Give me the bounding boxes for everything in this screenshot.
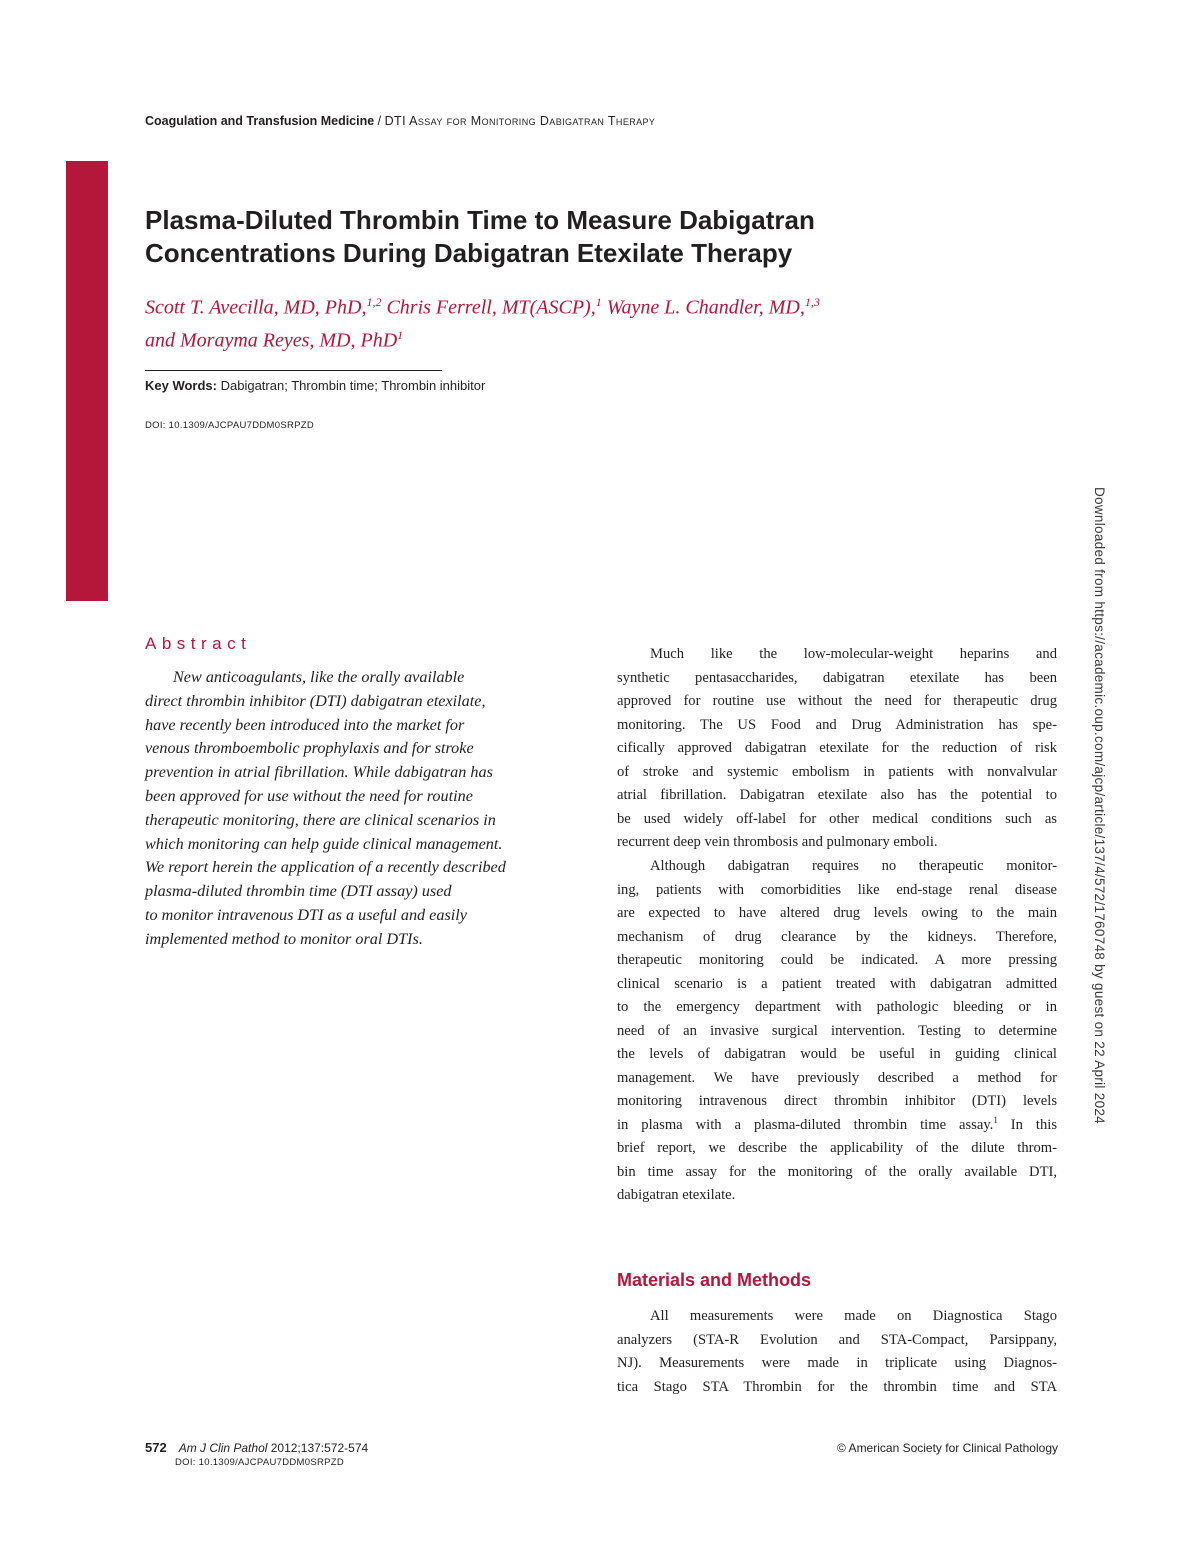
keywords-label: Key Words: bbox=[145, 378, 217, 393]
abstract-line: direct thrombin inhibitor (DTI) dabigatran etexilate, bbox=[145, 691, 486, 710]
section-color-bar bbox=[66, 161, 108, 601]
body-line: atrial fibrillation. Dabigatran etexilate also has the potential to bbox=[617, 787, 1057, 803]
footer-doi: DOI: 10.1309/AJCPAU7DDM0SRPZD bbox=[175, 1457, 345, 1468]
abstract-line: implemented method to monitor oral DTIs. bbox=[145, 929, 423, 948]
body-line: monitoring intravenous direct thrombin inhibitor (DTI) levels bbox=[617, 1093, 1057, 1109]
running-head bbox=[145, 114, 655, 128]
journal-name: Am J Clin Pathol bbox=[178, 1441, 268, 1455]
body-line: Although dabigatran requires no therapeutic monitor- bbox=[650, 858, 1057, 874]
body-line: management. We have previously described a method for bbox=[617, 1069, 1057, 1086]
body-line: are expected to have altered drug levels owing to the main bbox=[617, 905, 1057, 921]
abstract-line: to monitor intravenous DTI as a useful and easily bbox=[145, 905, 467, 924]
body-line: the levels of dabigatran would be useful in guiding clinical bbox=[617, 1046, 1057, 1062]
author-line bbox=[145, 322, 1045, 355]
body-line: recurrent deep vein thrombosis and pulmonary emboli. bbox=[617, 834, 938, 850]
body-line: monitoring. The US Food and Drug Administration has spe- bbox=[617, 716, 1057, 733]
author-affiliation: 1,2 bbox=[366, 295, 382, 309]
body-line: mechanism of drug clearance by the kidneys. Therefore, bbox=[617, 928, 1057, 945]
body-line: approved for routine use without the need for therapeutic drug bbox=[617, 693, 1057, 709]
body-line: NJ). Measurements were made in triplicate using Diagnos- bbox=[617, 1355, 1057, 1371]
divider bbox=[145, 370, 442, 371]
abstract-line: been approved for use without the need for routine bbox=[145, 786, 473, 805]
author-line bbox=[145, 289, 1045, 322]
body-line: need of an invasive surgical intervention. Testing to determine bbox=[617, 1022, 1057, 1039]
abstract-line: venous thromboembolic prophylaxis and for stroke bbox=[145, 739, 474, 758]
article-title bbox=[145, 204, 1045, 270]
author-ferrell: Chris Ferrell, MT(ASCP), bbox=[381, 296, 596, 319]
body-line: analyzers (STA-R Evolution and STA-Compact, Parsippany, bbox=[617, 1331, 1057, 1348]
body-line: clinical scenario is a patient treated with dabigatran admitted bbox=[617, 975, 1057, 992]
body-line: dabigatran etexilate. bbox=[617, 1187, 736, 1203]
body-line: of stroke and systemic embolism in patients with nonvalvular bbox=[617, 763, 1057, 780]
body-paragraph-1 bbox=[617, 643, 1057, 855]
body-paragraph-2 bbox=[617, 855, 1057, 1208]
abstract-line: New anticoagulants, like the orally available bbox=[173, 668, 465, 686]
copyright: © American Society for Clinical Pathology bbox=[837, 1441, 1058, 1455]
section-heading-methods: Materials and Methods bbox=[617, 1270, 812, 1290]
body-paragraph-3 bbox=[617, 1305, 1057, 1399]
running-head-title: DTI Assay for Monitoring Dabigatran Therapy bbox=[384, 114, 656, 128]
abstract-line: prevention in atrial fibrillation. While dabigatran has bbox=[145, 763, 493, 782]
author-list bbox=[145, 289, 1045, 354]
body-line: tica Stago STA Thrombin for the thrombin time and STA bbox=[617, 1378, 1057, 1395]
author-avecilla: Scott T. Avecilla, MD, PhD, bbox=[145, 296, 367, 319]
body-line: to the emergency department with pathologic bleeding or in bbox=[617, 999, 1057, 1015]
abstract-heading: Abstract bbox=[145, 634, 252, 653]
download-note: Downloaded from https://academic.oup.com/ajcp/article/137/4/572/1760748 by guest on 22 April 2024 bbox=[1092, 487, 1107, 1124]
page-number: 572 bbox=[145, 1440, 167, 1455]
footer-citation bbox=[145, 1440, 368, 1456]
body-line: cifically approved dabigatran etexilate for the reduction of risk bbox=[617, 740, 1057, 756]
reference-citation[interactable]: 1 bbox=[993, 1114, 998, 1125]
body-text: In this bbox=[997, 1116, 1057, 1133]
keywords-text: Dabigatran; Thrombin time; Thrombin inhibitor bbox=[217, 378, 486, 393]
title-line: Concentrations During Dabigatran Etexilate Therapy bbox=[145, 238, 793, 268]
body-line: ing, patients with comorbidities like end-stage renal disease bbox=[617, 881, 1057, 898]
keywords bbox=[145, 378, 485, 393]
body-line: bin time assay for the monitoring of the orally available DTI, bbox=[617, 1163, 1057, 1180]
body-line: synthetic pentasaccharides, dabigatran etexilate has been bbox=[617, 669, 1057, 686]
journal-volume: 2012;137:572-574 bbox=[267, 1441, 369, 1455]
author-affiliation: 1,3 bbox=[804, 295, 820, 309]
body-line: therapeutic monitoring could be indicated. A more pressing bbox=[617, 952, 1057, 968]
author-chandler: Wayne L. Chandler, MD, bbox=[601, 296, 805, 319]
author-affiliation: 1 bbox=[397, 327, 404, 342]
author-reyes: and Morayma Reyes, MD, PhD bbox=[145, 329, 398, 352]
body-line bbox=[617, 1114, 1057, 1138]
running-head-section: Coagulation and Transfusion Medicine bbox=[145, 114, 375, 128]
body-line: All measurements were made on Diagnostica Stago bbox=[650, 1308, 1057, 1324]
abstract-line: We report herein the application of a recently described bbox=[145, 858, 506, 877]
abstract-line: which monitoring can help guide clinical management. bbox=[145, 834, 503, 853]
abstract-line: plasma-diluted thrombin time (DTI assay) used bbox=[145, 882, 452, 901]
author-affiliation: 1 bbox=[595, 295, 602, 309]
body-line: Much like the low-molecular-weight heparins and bbox=[650, 646, 1057, 662]
abstract-line: have recently been introduced into the market for bbox=[145, 715, 465, 734]
doi: DOI: 10.1309/AJCPAU7DDM0SRPZD bbox=[145, 420, 315, 431]
running-head-separator: / bbox=[374, 114, 385, 128]
title-line: Plasma-Diluted Thrombin Time to Measure Dabigatran bbox=[145, 205, 815, 235]
abstract-line: therapeutic monitoring, there are clinical scenarios in bbox=[145, 810, 496, 829]
body-line: be used widely off-label for other medical conditions such as bbox=[617, 810, 1057, 827]
abstract-text bbox=[145, 666, 585, 952]
body-line: brief report, we describe the applicability of the dilute throm- bbox=[617, 1140, 1057, 1156]
body-text: in plasma with a plasma-diluted thrombin time assay. bbox=[617, 1116, 994, 1133]
